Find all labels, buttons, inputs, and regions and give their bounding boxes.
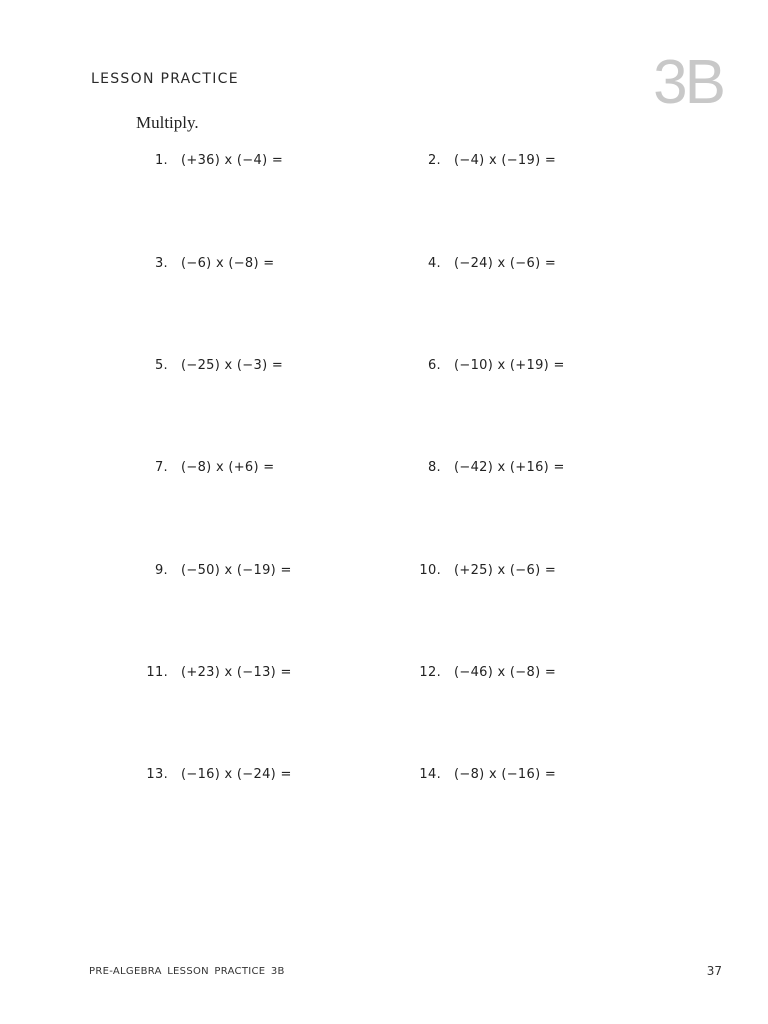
problem-number: 7. [154, 460, 168, 475]
problem-number: 14. [419, 767, 441, 782]
problem-number: 2. [427, 153, 441, 168]
problem-number: 4. [427, 256, 441, 271]
section-label: LESSON PRACTICE [91, 71, 239, 87]
problem-item [146, 665, 292, 680]
problem-expression: (+23) x (−13) = [181, 665, 292, 680]
footer-book-title: PRE-ALGEBRA LESSON PRACTICE 3B [89, 966, 285, 977]
problem-item [419, 767, 557, 782]
problem-item [419, 563, 557, 578]
problem-number: 11. [146, 665, 168, 680]
problem-expression: (−25) x (−3) = [181, 358, 284, 373]
problem-number: 8. [427, 460, 441, 475]
problem-number: 9. [154, 563, 168, 578]
problem-expression: (−4) x (−19) = [454, 153, 557, 168]
problem-expression: (−6) x (−8) = [181, 256, 275, 271]
problem-expression: (+25) x (−6) = [454, 563, 557, 578]
problem-expression: (−8) x (+6) = [181, 460, 275, 475]
problem-expression: (−46) x (−8) = [454, 665, 557, 680]
problem-expression: (−24) x (−6) = [454, 256, 557, 271]
problem-number: 6. [427, 358, 441, 373]
problem-expression: (−42) x (+16) = [454, 460, 565, 475]
problem-number: 3. [154, 256, 168, 271]
problem-number: 5. [154, 358, 168, 373]
problem-item [154, 256, 275, 271]
problem-item [154, 358, 284, 373]
problem-item [419, 665, 557, 680]
problem-expression: (+36) x (−4) = [181, 153, 284, 168]
problem-item [427, 256, 557, 271]
problem-item [154, 563, 292, 578]
problem-item [427, 153, 557, 168]
lesson-number: 3B [653, 48, 723, 117]
problem-expression: (−8) x (−16) = [454, 767, 557, 782]
problem-expression: (−50) x (−19) = [181, 563, 292, 578]
problem-number: 1. [154, 153, 168, 168]
problem-number: 12. [419, 665, 441, 680]
page-number: 37 [706, 964, 722, 978]
problem-item [427, 460, 565, 475]
problem-item [146, 767, 292, 782]
problem-item [154, 460, 275, 475]
instruction-text: Multiply. [136, 113, 199, 132]
problem-item [427, 358, 565, 373]
problem-number: 10. [419, 563, 441, 578]
problem-number: 13. [146, 767, 168, 782]
problem-item [154, 153, 284, 168]
problem-expression: (−16) x (−24) = [181, 767, 292, 782]
problem-expression: (−10) x (+19) = [454, 358, 565, 373]
